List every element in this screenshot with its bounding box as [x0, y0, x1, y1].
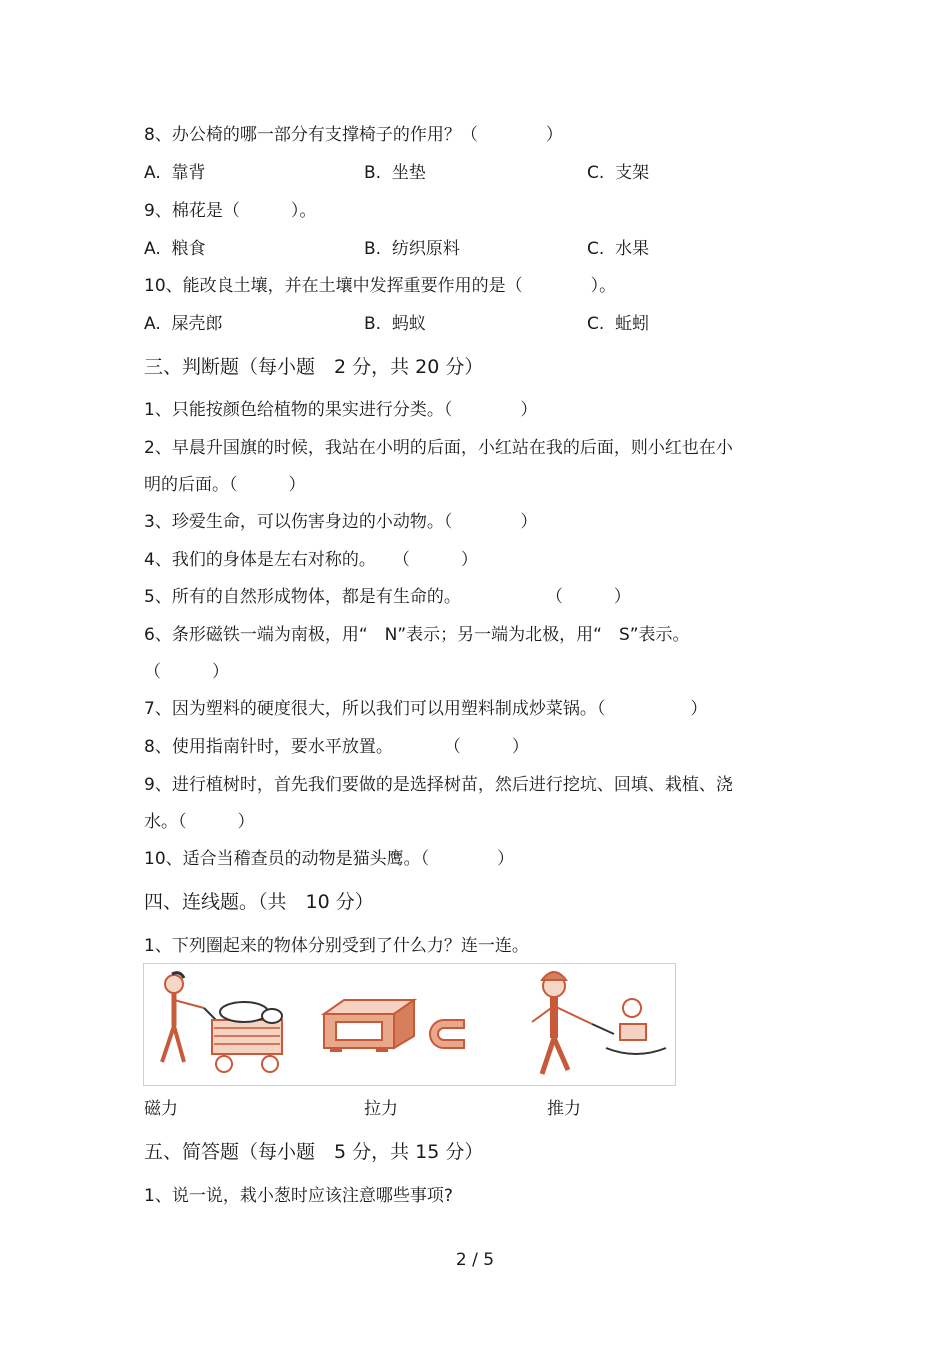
page-number: 2 / 5	[455, 1250, 495, 1270]
question-9: 9、棉花是（ ）。	[144, 201, 317, 221]
tf-line: 10、适合当稽查员的动物是猫头鹰。（ ）	[144, 849, 515, 869]
tf-line: （ ）	[144, 662, 229, 682]
q8-option-a: A. 靠背	[144, 163, 206, 183]
label-magnetic-force: 磁力	[144, 1099, 178, 1119]
short-answer-question: 1、说一说，栽小葱时应该注意哪些事项?	[144, 1186, 453, 1206]
tf-line: 水。（ ）	[144, 812, 255, 832]
q10-option-c: C. 蚯蚓	[587, 314, 650, 334]
q8-option-b: B. 坐垫	[364, 163, 426, 183]
q10-option-b: B. 蚂蚁	[364, 314, 426, 334]
tf-line: 3、珍爱生命，可以伤害身边的小动物。（ ）	[144, 512, 538, 532]
section-4-title: 四、连线题。（共 10 分）	[144, 891, 374, 913]
section-5-title: 五、简答题（每小题 5 分，共 15 分）	[144, 1141, 484, 1163]
label-pulling-force: 拉力	[364, 1099, 398, 1119]
tf-line: 9、进行植树时，首先我们要做的是选择树苗，然后进行挖坑、回填、栽植、浇	[144, 775, 733, 795]
q9-option-b: B. 纺织原料	[364, 239, 460, 259]
q10-option-a: A. 屎壳郎	[144, 314, 223, 334]
matching-question: 1、下列圈起来的物体分别受到了什么力？连一连。	[144, 936, 529, 956]
q9-option-c: C. 水果	[587, 239, 650, 259]
label-pushing-force: 推力	[547, 1099, 581, 1119]
tf-line: 5、所有的自然形成物体，都是有生命的。 （ ）	[144, 587, 631, 607]
box-and-magnet-figure	[324, 1000, 464, 1050]
tf-line: 6、条形磁铁一端为南极，用“ N”表示；另一端为北极，用“ S”表示。	[144, 625, 690, 645]
tf-line: 4、我们的身体是左右对称的。 （ ）	[144, 550, 478, 570]
forces-drawing	[144, 964, 675, 1085]
tf-line: 7、因为塑料的硬度很大，所以我们可以用塑料制成炒菜锅。（ ）	[144, 699, 708, 719]
boy-pushing-cart-figure	[162, 973, 282, 1072]
q8-option-c: C. 支架	[587, 163, 650, 183]
kids-pulling-sled-figure	[532, 972, 666, 1074]
tf-line: 明的后面。（ ）	[144, 475, 306, 495]
forces-illustration	[143, 963, 676, 1086]
tf-line: 8、使用指南针时，要水平放置。 （ ）	[144, 737, 529, 757]
question-10: 10、能改良土壤，并在土壤中发挥重要作用的是（ ）。	[144, 276, 617, 296]
question-8: 8、办公椅的哪一部分有支撑椅子的作用？（ ）	[144, 125, 563, 145]
q9-option-a: A. 粮食	[144, 239, 206, 259]
tf-line: 2、早晨升国旗的时候，我站在小明的后面，小红站在我的后面，则小红也在小	[144, 438, 733, 458]
section-3-title: 三、判断题（每小题 2 分，共 20 分）	[144, 356, 484, 378]
tf-line: 1、只能按颜色给植物的果实进行分类。（ ）	[144, 400, 538, 420]
